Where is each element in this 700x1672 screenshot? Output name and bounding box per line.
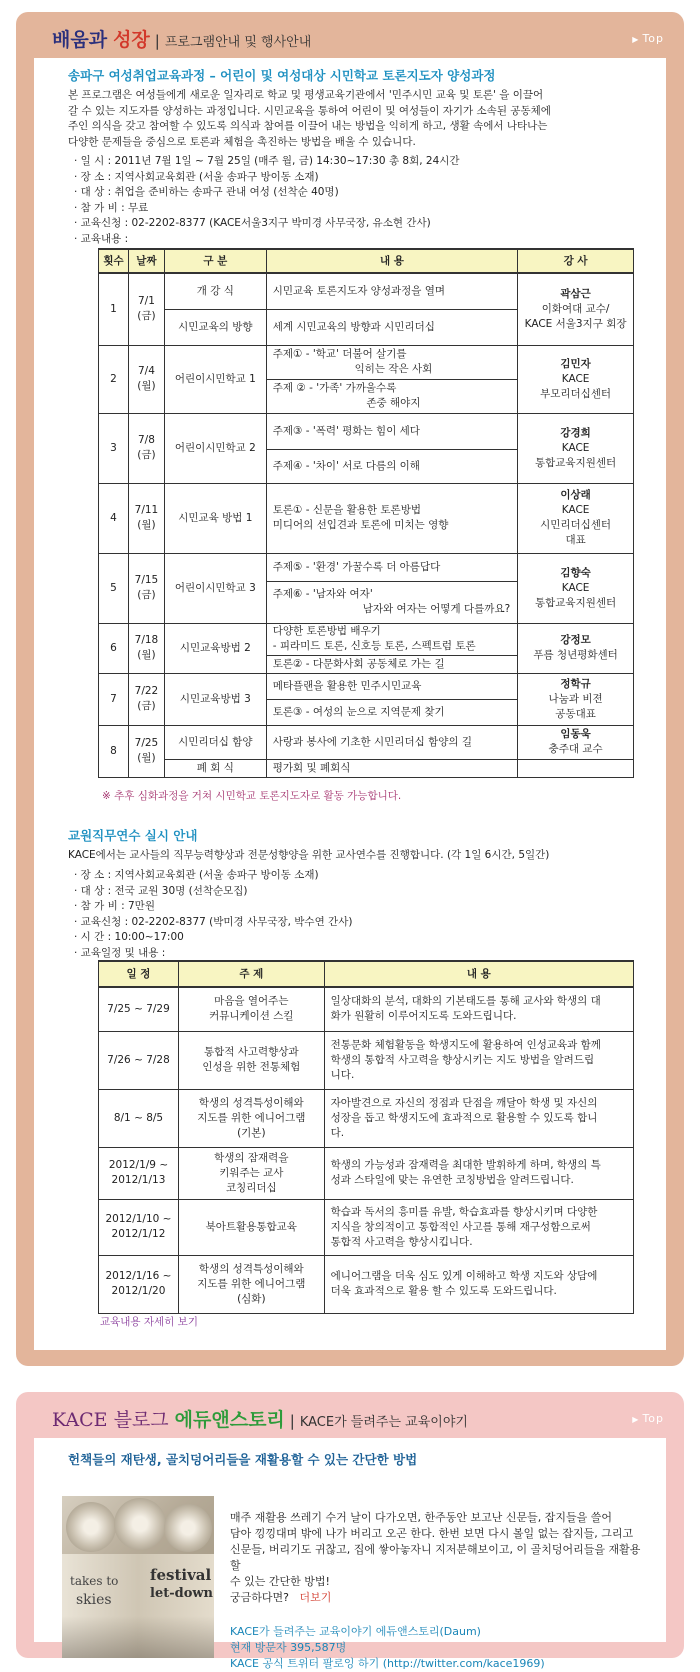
table-row <box>99 725 634 759</box>
table-row <box>99 1199 634 1255</box>
body-line: 담아 낑낑대며 밖에 나가 버리고 오곤 한다. 한번 보면 다시 볼일 없는 잡지들, 그리고 <box>230 1527 634 1540</box>
section-title-accent: 성장 <box>113 29 150 51</box>
section-learning-frame <box>16 12 684 1366</box>
blog-title-accent: 에듀앤스토리 <box>174 1409 285 1431</box>
teacher-training-title: 교원직무연수 실시 안내 <box>68 828 198 843</box>
row-category: 어린이시민학교 1 <box>164 345 266 413</box>
row-content: 평가회 및 폐회식 <box>266 759 517 777</box>
header-schedule: 일 정 <box>99 961 179 987</box>
course-intro <box>68 88 628 150</box>
table-row <box>99 987 634 1031</box>
row-content: 전통문화 체험활동을 학생지도에 활용하여 인성교육과 함께 학생의 통합적 사고력을 향상시키는 지도 방법을 알려드립 니다. <box>324 1031 633 1089</box>
row-content: 자아발견으로 자신의 정점과 단점을 깨달아 학생 및 자신의 성장을 돕고 학생지도에 효과적으로 활용할 수 있도록 합니 다. <box>324 1089 633 1147</box>
row-topic: 마음을 열어주는 커뮤니케이션 스킬 <box>178 987 324 1031</box>
row-no: 8 <box>99 725 129 777</box>
question-text: 궁금하다면? <box>230 1591 289 1604</box>
row-no: 7 <box>99 673 129 725</box>
row-category: 폐 회 식 <box>164 759 266 777</box>
visitor-count: 현재 방문자 395,587명 <box>230 1641 347 1654</box>
intro-line: 본 프로그램은 여성들에게 새로운 일자리로 학교 및 평생교육기관에서 '민주시민 교육 및 토론' 을 이끌어 <box>68 89 544 101</box>
body-line: 매주 재활용 쓰레기 수거 날이 다가오면, 한주동안 보고난 신문들, 잡지들을 쓸어 <box>230 1511 612 1524</box>
row-topic: 북아트활용통합교육 <box>178 1199 324 1255</box>
row-content: 시민교육 토론지도자 양성과정을 열며 <box>266 273 517 309</box>
intro-line: 주인 의식을 갖고 참여할 수 있도록 의식과 참여를 이끌어 내는 방법을 익히게 하고, 생활 속에서 나타나는 <box>68 120 548 132</box>
info-content: · 교육내용 : <box>74 232 129 245</box>
section-subtitle: 프로그램안내 및 행사안내 <box>164 35 312 50</box>
section-blog-content <box>34 1438 666 1670</box>
table-row <box>99 623 634 655</box>
row-teacher: 김향숙 KACE 통합교육지원센터 <box>518 553 634 623</box>
row-teacher: 임동욱 충주대 교수 <box>518 725 634 759</box>
table-row <box>99 673 634 699</box>
row-category: 시민교육의 방향 <box>164 309 266 345</box>
header-date: 날짜 <box>128 249 164 273</box>
title-separator: | <box>289 1412 295 1430</box>
info-fee: · 참 가 비 : 무료 <box>74 201 149 214</box>
row-content: 세계 시민교육의 방향과 시민리더십 <box>266 309 517 345</box>
section-learning-content <box>34 58 666 1350</box>
row-topic: 통합적 사고력향상과 인성을 위한 전통체험 <box>178 1031 324 1089</box>
row-category: 어린이시민학교 3 <box>164 553 266 623</box>
course-note: ※ 추후 심화과정을 거쳐 시민학교 토론지도자로 활동 가능합니다. <box>102 790 402 802</box>
row-date: 7/18 (월) <box>128 623 164 673</box>
blog-title-main: KACE 블로그 <box>52 1409 169 1431</box>
row-no: 2 <box>99 345 129 413</box>
row-date: 7/8 (금) <box>128 413 164 483</box>
row-date: 2012/1/16 ~ 2012/1/20 <box>99 1255 179 1313</box>
row-content: 토론① - 신문을 활용한 토론방법 미디어의 선입견과 토론에 미치는 영향 <box>266 483 517 553</box>
row-no: 5 <box>99 553 129 623</box>
course-info-list <box>74 154 460 247</box>
table-header-row <box>99 961 634 987</box>
row-content: 학생의 가능성과 잠재력을 최대한 발휘하게 하며, 학생의 특 성과 스타일에 맞는 유연한 코칭방법을 알려드립니다. <box>324 1147 633 1199</box>
detail-link[interactable]: 교육내용 자세히 보기 <box>100 1316 198 1328</box>
top-link[interactable]: ▶ Top <box>632 32 664 45</box>
header-category: 구 분 <box>164 249 266 273</box>
section-blog-frame <box>16 1392 684 1670</box>
header-content: 내 용 <box>266 249 517 273</box>
intro-line: 갈 수 있는 지도자를 양성하는 과정입니다. 시민교육을 통하여 어린이 및 여성들이 자기가 소속된 공동체에 <box>68 104 551 117</box>
section-title-main: 배움과 <box>52 29 108 51</box>
row-topic: 학생의 성격특성이해와 지도를 위한 에니어그램 (기본) <box>178 1089 324 1147</box>
body-line: 신문들, 버리기도 귀찮고, 집에 쌓아놓자니 지저분해보이고, 이 골치덩어리들을 재활용할 <box>230 1543 641 1572</box>
row-date: 7/4 (월) <box>128 345 164 413</box>
row-date: 7/15 (금) <box>128 553 164 623</box>
table-row <box>99 345 634 379</box>
row-content: 일상대화의 분석, 대화의 기본태도를 통해 교사와 학생의 대 화가 원활히 이루어지도록 도와드립니다. <box>324 987 633 1031</box>
teacher-schedule-table <box>98 960 634 1314</box>
row-content: 학습과 독서의 흥미를 유발, 학습효과를 향상시키며 다양한 지식을 창의적이고 통합적인 사고를 통해 재구성함으로써 통합적 사고력을 향상시킵니다. <box>324 1199 633 1255</box>
info-fee: · 참 가 비 : 7만원 <box>74 900 155 912</box>
info-date: · 일 시 : 2011년 7월 1일 ~ 7월 25일 (매주 월, 금) 14:30~17:30 총 8회, 24시간 <box>74 155 460 167</box>
info-apply: · 교육신청 : 02-2202-8377 (KACE서울3지구 박미경 사무국장, 유소현 간사) <box>74 217 431 229</box>
table-row <box>99 1255 634 1313</box>
row-category: 시민교육방법 3 <box>164 673 266 725</box>
row-content: 주제③ - '폭력' 평화는 힘이 세다 <box>266 413 517 449</box>
row-content: 토론③ - 여성의 눈으로 지역문제 찾기 <box>266 699 517 725</box>
blog-link[interactable]: KACE가 들려주는 교육이야기 에듀앤스토리(Daum) <box>230 1625 481 1638</box>
row-date: 2012/1/10 ~ 2012/1/12 <box>99 1199 179 1255</box>
info-time: · 시 간 : 10:00~17:00 <box>74 931 184 943</box>
row-no: 3 <box>99 413 129 483</box>
intro-line: 다양한 문제들을 중심으로 토론과 체험을 촉진하는 방법을 배울 수 있습니다. <box>68 135 416 148</box>
info-target: · 대 상 : 전국 교원 30명 (선착순모집) <box>74 884 248 897</box>
row-no: 1 <box>99 273 129 345</box>
row-date: 7/25 (월) <box>128 725 164 777</box>
blog-post-title: 헌책들의 재탄생, 골치덩어리들을 재활용할 수 있는 간단한 방법 <box>68 1452 418 1467</box>
row-teacher: 곽삼근 이화여대 교수/ KACE 서울3지구 회장 <box>518 273 634 345</box>
rolled-magazines-image <box>62 1496 214 1658</box>
row-category: 어린이시민학교 2 <box>164 413 266 483</box>
row-date: 8/1 ~ 8/5 <box>99 1089 179 1147</box>
table-row <box>99 1147 634 1199</box>
info-schedule: · 교육일정 및 내용 : <box>74 946 166 959</box>
row-content: 메타플랜을 활용한 민주시민교육 <box>266 673 517 699</box>
teacher-training-intro: KACE에서는 교사들의 직무능력향상과 전문성향양을 위한 교사연수를 진행합니다. (각 1일 6시간, 5일간) <box>68 849 550 861</box>
row-no: 6 <box>99 623 129 673</box>
header-no: 횟수 <box>99 249 129 273</box>
magazine-text: let-down <box>150 1586 214 1601</box>
body-line: 수 있는 간단한 방법! <box>230 1575 330 1588</box>
more-link[interactable]: 더보기 <box>299 1591 332 1604</box>
row-content: 다양한 토론방법 배우기 - 피라미드 토론, 신호등 토론, 스펙트럼 토론 <box>266 623 517 655</box>
row-content: 주제⑤ - '환경' 가꿀수록 더 아름답다 <box>266 553 517 581</box>
section-learning-header <box>52 24 311 52</box>
table-row <box>99 273 634 309</box>
info-place: · 장 소 : 지역사회교육회관 (서울 송파구 방이동 소재) <box>74 869 319 881</box>
row-teacher: 이상래 KACE 시민리더십센터 대표 <box>518 483 634 553</box>
row-category: 시민리더십 함양 <box>164 725 266 759</box>
table-row <box>99 483 634 553</box>
row-content: 주제 ② - '가족' 가까울수록 존중 해야지 <box>266 379 517 413</box>
row-content: 사랑과 봉사에 기초한 시민리더십 함양의 길 <box>266 725 517 759</box>
row-teacher: 강정모 푸름 청년평화센터 <box>518 623 634 673</box>
blog-post-body <box>230 1510 650 1606</box>
course-title: 송파구 여성취업교육과정 – 어린이 및 여성대상 시민학교 토론지도자 양성과정 <box>68 68 496 83</box>
teacher-info-list <box>74 868 352 961</box>
row-topic: 학생의 잠재력을 키워주는 교사 코칭리더십 <box>178 1147 324 1199</box>
row-date: 7/11 (월) <box>128 483 164 553</box>
course-schedule-table <box>98 248 634 778</box>
title-separator: | <box>154 32 160 50</box>
magazine-text: takes to <box>70 1574 119 1588</box>
row-date: 7/22 (금) <box>128 673 164 725</box>
magazine-text: festival <box>150 1566 212 1584</box>
info-apply: · 교육신청 : 02-2202-8377 (박미경 사무국장, 박수연 간사) <box>74 915 353 928</box>
row-content: 토론② - 다문화사회 공동체로 가는 길 <box>266 655 517 673</box>
header-topic: 주 제 <box>178 961 324 987</box>
blog-subtitle: KACE가 들려주는 교육이야기 <box>299 1415 468 1430</box>
blog-links <box>230 1624 650 1672</box>
row-category: 시민교육 방법 1 <box>164 483 266 553</box>
row-date: 7/26 ~ 7/28 <box>99 1031 179 1089</box>
row-category: 개 강 식 <box>164 273 266 309</box>
row-content: 주제⑥ - '남자와 여자' 남자와 여자는 어떻게 다를까요? <box>266 581 517 623</box>
row-teacher: 김민자 KACE 부모리더십센터 <box>518 345 634 413</box>
row-content: 주제① - '학교' 더불어 살기를 익히는 작은 사회 <box>266 345 517 379</box>
row-date: 7/1 (금) <box>128 273 164 345</box>
table-row <box>99 413 634 449</box>
table-row <box>99 553 634 581</box>
row-teacher: 정학규 나눔과 비젼 공동대표 <box>518 673 634 725</box>
row-content: 에니어그램을 더욱 심도 있게 이해하고 학생 지도와 상담에 더욱 효과적으로 활용 할 수 있도록 도와드립니다. <box>324 1255 633 1313</box>
table-row <box>99 1089 634 1147</box>
top-link[interactable]: ▶ Top <box>632 1412 664 1425</box>
row-teacher: 강경희 KACE 통합교육지원센터 <box>518 413 634 483</box>
row-teacher-empty <box>518 759 634 777</box>
row-topic: 학생의 성격특성이해와 지도를 위한 에니어그램 (심화) <box>178 1255 324 1313</box>
magazine-text: skies <box>76 1592 112 1608</box>
row-content: 주제④ - '차이' 서로 다름의 이해 <box>266 449 517 483</box>
header-teacher: 강 사 <box>518 249 634 273</box>
header-content: 내 용 <box>324 961 633 987</box>
table-row <box>99 1031 634 1089</box>
row-category: 시민교육방법 2 <box>164 623 266 673</box>
info-target: · 대 상 : 취업을 준비하는 송파구 관내 여성 (선착순 40명) <box>74 186 339 198</box>
row-date: 2012/1/9 ~ 2012/1/13 <box>99 1147 179 1199</box>
twitter-link[interactable]: KACE 공식 트위터 팔로잉 하기 (http://twitter.com/kace1969) <box>230 1657 545 1670</box>
table-row <box>99 759 634 777</box>
section-blog-header <box>52 1404 468 1432</box>
row-no: 4 <box>99 483 129 553</box>
info-place: · 장 소 : 지역사회교육회관 (서울 송파구 방이동 소재) <box>74 170 319 183</box>
table-header-row <box>99 249 634 273</box>
row-date: 7/25 ~ 7/29 <box>99 987 179 1031</box>
